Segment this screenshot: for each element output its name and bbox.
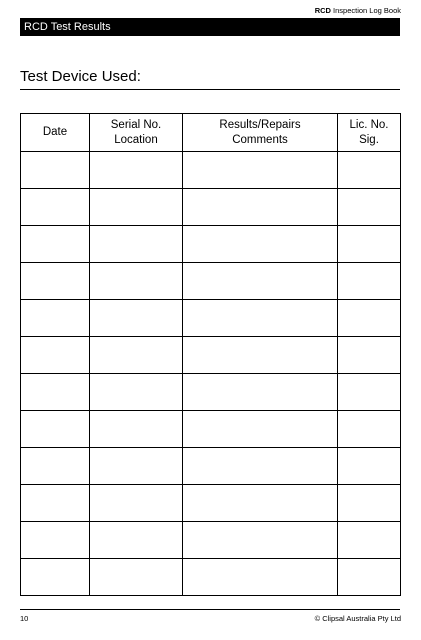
column-header-date — [21, 114, 90, 152]
table-row — [21, 226, 401, 263]
book-title-text: Inspection Log Book — [333, 6, 401, 15]
table-row — [21, 189, 401, 226]
date-cell[interactable] — [21, 374, 90, 411]
column-header-line: Date — [42, 126, 68, 139]
table-body — [21, 152, 401, 596]
column-header-line: Location — [114, 133, 158, 146]
column-header-line: Comments — [232, 133, 288, 146]
results-comments-cell[interactable] — [183, 448, 338, 485]
results-comments-cell[interactable] — [183, 411, 338, 448]
lic-sig-cell[interactable] — [338, 485, 401, 522]
column-header-line: Serial No. — [110, 119, 162, 132]
serial-location-cell[interactable] — [90, 485, 183, 522]
copyright-notice: © Clipsal Australia Pty Ltd — [314, 614, 401, 623]
table-row — [21, 152, 401, 189]
results-table — [20, 113, 401, 596]
serial-location-cell[interactable] — [90, 374, 183, 411]
date-cell[interactable] — [21, 263, 90, 300]
test-device-entry-line[interactable] — [20, 89, 400, 90]
serial-location-cell[interactable] — [90, 189, 183, 226]
serial-location-cell[interactable] — [90, 337, 183, 374]
column-header-lic-sig — [338, 114, 401, 152]
date-cell[interactable] — [21, 189, 90, 226]
date-cell[interactable] — [21, 300, 90, 337]
results-comments-cell[interactable] — [183, 337, 338, 374]
lic-sig-cell[interactable] — [338, 152, 401, 189]
table-header-row — [21, 114, 401, 152]
date-cell[interactable] — [21, 411, 90, 448]
table-row — [21, 448, 401, 485]
table-row — [21, 300, 401, 337]
table-row — [21, 337, 401, 374]
serial-location-cell[interactable] — [90, 226, 183, 263]
lic-sig-cell[interactable] — [338, 411, 401, 448]
results-comments-cell[interactable] — [183, 300, 338, 337]
date-cell[interactable] — [21, 485, 90, 522]
footer-divider — [20, 609, 400, 610]
lic-sig-cell[interactable] — [338, 189, 401, 226]
date-cell[interactable] — [21, 522, 90, 559]
results-comments-cell[interactable] — [183, 226, 338, 263]
results-comments-cell[interactable] — [183, 522, 338, 559]
date-cell[interactable] — [21, 337, 90, 374]
results-comments-cell[interactable] — [183, 559, 338, 596]
serial-location-cell[interactable] — [90, 300, 183, 337]
lic-sig-cell[interactable] — [338, 263, 401, 300]
results-comments-cell[interactable] — [183, 485, 338, 522]
date-cell[interactable] — [21, 226, 90, 263]
lic-sig-cell[interactable] — [338, 374, 401, 411]
brand-label: RCD — [314, 6, 331, 15]
column-header-line: Sig. — [359, 133, 379, 146]
column-header-line: Lic. No. — [349, 119, 389, 132]
lic-sig-cell[interactable] — [338, 226, 401, 263]
serial-location-cell[interactable] — [90, 152, 183, 189]
results-comments-cell[interactable] — [183, 374, 338, 411]
table-row — [21, 411, 401, 448]
lic-sig-cell[interactable] — [338, 522, 401, 559]
results-comments-cell[interactable] — [183, 152, 338, 189]
test-device-label: Test Device Used: — [20, 68, 141, 85]
date-cell[interactable] — [21, 448, 90, 485]
page-number: 10 — [20, 614, 29, 623]
book-title — [315, 6, 401, 15]
serial-location-cell[interactable] — [90, 559, 183, 596]
section-header-bar — [20, 18, 400, 36]
lic-sig-cell[interactable] — [338, 448, 401, 485]
serial-location-cell[interactable] — [90, 263, 183, 300]
table-row — [21, 559, 401, 596]
date-cell[interactable] — [21, 559, 90, 596]
table-row — [21, 522, 401, 559]
serial-location-cell[interactable] — [90, 522, 183, 559]
lic-sig-cell[interactable] — [338, 559, 401, 596]
section-title: RCD Test Results — [24, 21, 111, 33]
serial-location-cell[interactable] — [90, 411, 183, 448]
results-comments-cell[interactable] — [183, 263, 338, 300]
column-header-line: Results/Repairs — [219, 119, 301, 132]
date-cell[interactable] — [21, 152, 90, 189]
results-comments-cell[interactable] — [183, 189, 338, 226]
column-header-results-comments — [183, 114, 338, 152]
serial-location-cell[interactable] — [90, 448, 183, 485]
column-header-serial-location — [90, 114, 183, 152]
table-row — [21, 374, 401, 411]
lic-sig-cell[interactable] — [338, 337, 401, 374]
table-row — [21, 485, 401, 522]
lic-sig-cell[interactable] — [338, 300, 401, 337]
table-row — [21, 263, 401, 300]
